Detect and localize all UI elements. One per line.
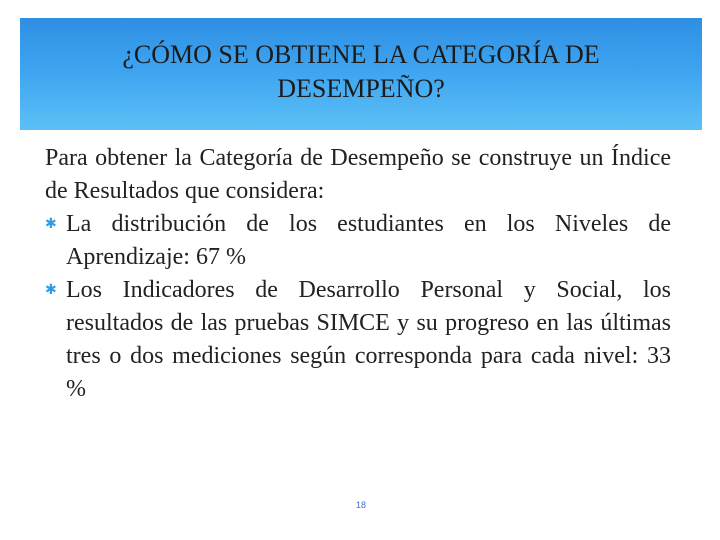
intro-paragraph: Para obtener la Categoría de Desempeño se construye un Índice de Resultados que considera: <box>45 145 671 204</box>
bullet-text: La distribución de los estudiantes en los Niveles de Aprendizaje: 67 % <box>66 211 671 270</box>
title-band <box>20 18 702 130</box>
asterisk-bullet-icon: ✱ <box>45 282 57 298</box>
slide-title: ¿CÓMO SE OBTIENE LA CATEGORÍA DE DESEMPEÑO? <box>122 40 600 103</box>
bullet-item <box>45 208 671 274</box>
slide-body <box>45 142 671 406</box>
page-number: 18 <box>355 500 366 510</box>
bullet-list <box>45 208 671 406</box>
bullet-item <box>45 274 671 406</box>
asterisk-bullet-icon: ✱ <box>45 216 57 232</box>
bullet-text: Los Indicadores de Desarrollo Personal y Social, los resultados de las pruebas SIMCE y su progreso en las últimas tres o dos mediciones según corresponda para cada nivel: 33 % <box>66 277 671 402</box>
